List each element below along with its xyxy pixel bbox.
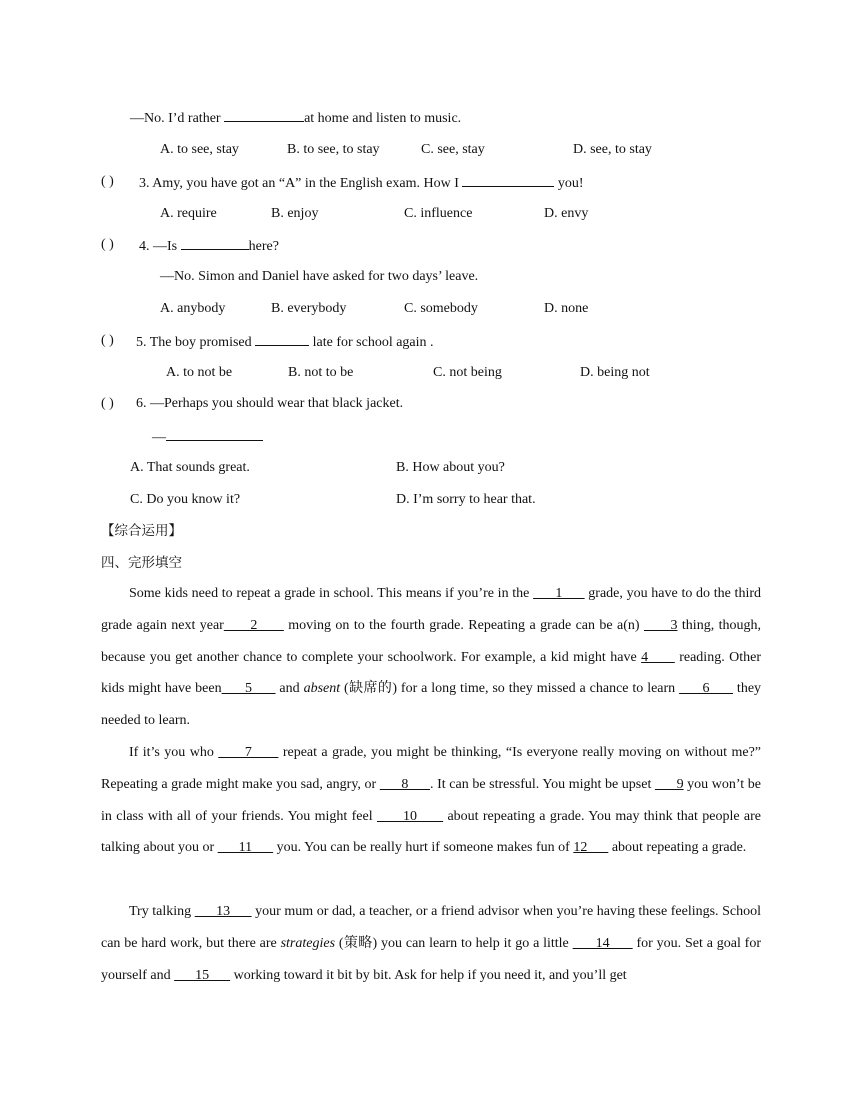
q3-option-c[interactable]: C. influence <box>404 206 473 221</box>
q5-stem-end: late for school again . <box>309 335 434 350</box>
q6-option-d[interactable]: D. I’m sorry to hear that. <box>396 492 536 507</box>
passage-text: working toward it bit by bit. Ask for help if you need it, and you’ll get <box>230 967 627 983</box>
q5-option-a[interactable]: A. to not be <box>166 365 233 380</box>
blank-13[interactable]: 13 <box>194 904 252 919</box>
blank-2[interactable]: 2 <box>223 617 284 633</box>
q2-reply <box>130 108 461 128</box>
passage-paragraph-2 <box>101 737 761 864</box>
q4-option-d[interactable]: D. none <box>544 301 589 316</box>
q2-option-c[interactable]: C. see, stay <box>421 142 485 157</box>
q3-stem <box>139 173 584 193</box>
q2-answer-blank[interactable] <box>224 108 304 122</box>
q6-option-c[interactable]: C. Do you know it? <box>130 492 241 507</box>
blank-12[interactable]: 12 <box>573 840 609 856</box>
passage-text: and <box>275 681 304 697</box>
q5-answer-blank[interactable] <box>255 332 309 346</box>
q5-stem <box>136 332 434 352</box>
q3-option-d[interactable]: D. envy <box>544 206 589 221</box>
blank-15[interactable]: 15 <box>174 967 231 983</box>
passage-text: . It can be stressful. You might be upset <box>430 776 655 792</box>
q3-answer-bracket[interactable]: ( ) <box>101 174 114 189</box>
q4-stem-start: 4. —Is <box>139 239 181 254</box>
blank-8[interactable]: 8 <box>379 776 431 792</box>
q5-option-c[interactable]: C. not being <box>433 365 502 380</box>
blank-6[interactable]: 6 <box>679 681 734 697</box>
q5-option-b[interactable]: B. not to be <box>288 365 354 380</box>
q5-answer-bracket[interactable]: ( ) <box>101 333 114 348</box>
passage-text: you. You can be really hurt if someone makes fun of <box>273 840 574 856</box>
passage-text: (缺席的) for a long time, so they missed a chance to learn <box>340 681 680 697</box>
section-heading: 【综合运用】 <box>101 523 182 539</box>
q6-option-a[interactable]: A. That sounds great. <box>130 460 250 475</box>
q2-option-d[interactable]: D. see, to stay <box>573 142 652 157</box>
q5-option-d[interactable]: D. being not <box>580 365 650 380</box>
q6-reply <box>152 427 263 447</box>
q3-answer-blank[interactable] <box>462 173 554 187</box>
passage-text: about repeating a grade. <box>608 840 747 856</box>
q6-stem: 6. —Perhaps you should wear that black jacket. <box>136 396 404 411</box>
passage-text: about repeating a grade. You may think that people are talking about you or <box>101 808 761 856</box>
blank-5[interactable]: 5 <box>221 681 276 697</box>
blank-10[interactable]: 10 <box>376 808 444 824</box>
blank-4[interactable]: 4 <box>641 649 675 665</box>
q4-reply: —No. Simon and Daniel have asked for two days’ leave. <box>160 269 479 284</box>
blank-3[interactable]: 3 <box>644 617 678 633</box>
q3-option-b[interactable]: B. enjoy <box>271 206 319 221</box>
passage-text: they needed to learn. <box>101 681 762 729</box>
q4-answer-blank[interactable] <box>181 236 249 250</box>
q6-answer-bracket[interactable]: ( ) <box>101 396 114 411</box>
subsection-heading: 四、完形填空 <box>101 555 182 571</box>
q6-answer-blank[interactable] <box>166 427 263 441</box>
passage-text: If it’s you who <box>129 745 219 760</box>
absent-word: absent <box>303 681 341 697</box>
passage-paragraph-1 <box>101 578 761 737</box>
passage-text: Some kids need to repeat a grade in school. This means if you’re in the <box>129 586 534 601</box>
passage-paragraph-3 <box>101 896 761 991</box>
passage-text: Try talking <box>129 904 195 919</box>
passage-text: for you. Set a goal for yourself and <box>101 935 762 983</box>
q3-option-a[interactable]: A. require <box>160 206 217 221</box>
passage-text: moving on to the fourth grade. Repeating a grade can be a(n) <box>283 617 645 633</box>
q5-stem-start: 5. The boy promised <box>136 335 256 350</box>
q4-option-a[interactable]: A. anybody <box>160 301 226 316</box>
blank-1[interactable]: 1 <box>533 586 585 601</box>
passage-text: your mum or dad, a teacher, or a friend advisor when you’re having these feelings. School can be hard work, but there are <box>101 904 762 951</box>
q4-stem-end: here? <box>248 239 279 254</box>
q2-option-a[interactable]: A. to see, stay <box>160 142 239 157</box>
q3-stem-end: you! <box>554 176 584 191</box>
blank-9[interactable]: 9 <box>654 776 684 792</box>
passage-text: (策略) you can learn to help it go a little <box>335 935 573 951</box>
q6-option-b[interactable]: B. How about you? <box>396 460 505 475</box>
passage-text: grade, you have to do the third grade again next year <box>101 586 762 633</box>
q4-answer-bracket[interactable]: ( ) <box>101 237 114 252</box>
q4-option-c[interactable]: C. somebody <box>404 301 478 316</box>
blank-14[interactable]: 14 <box>572 935 633 951</box>
blank-7[interactable]: 7 <box>218 745 279 760</box>
blank-11[interactable]: 11 <box>217 840 274 856</box>
q2-reply-end: at home and listen to music. <box>304 111 462 126</box>
passage-text: thing, though, because you get another chance to complete your schoolwork. For example, a kid might have <box>101 617 761 665</box>
q4-stem <box>139 236 279 256</box>
q4-option-b[interactable]: B. everybody <box>271 301 347 316</box>
passage-text: repeat a grade, you might be thinking, “Is everyone really moving on without me?” Repeating a grade might make you sad, angry, or <box>101 745 761 792</box>
strategies-word: strategies <box>280 935 336 951</box>
q6-reply-dash: — <box>152 430 166 445</box>
passage-text: you won’t be in class with all of your friends. You might feel <box>101 776 762 824</box>
q2-option-b[interactable]: B. to see, to stay <box>287 142 380 157</box>
passage-text: reading. Other kids might have been <box>101 649 762 697</box>
q2-reply-start: —No. I’d rather <box>130 111 225 126</box>
q3-stem-start: 3. Amy, you have got an “A” in the English exam. How I <box>139 176 463 191</box>
